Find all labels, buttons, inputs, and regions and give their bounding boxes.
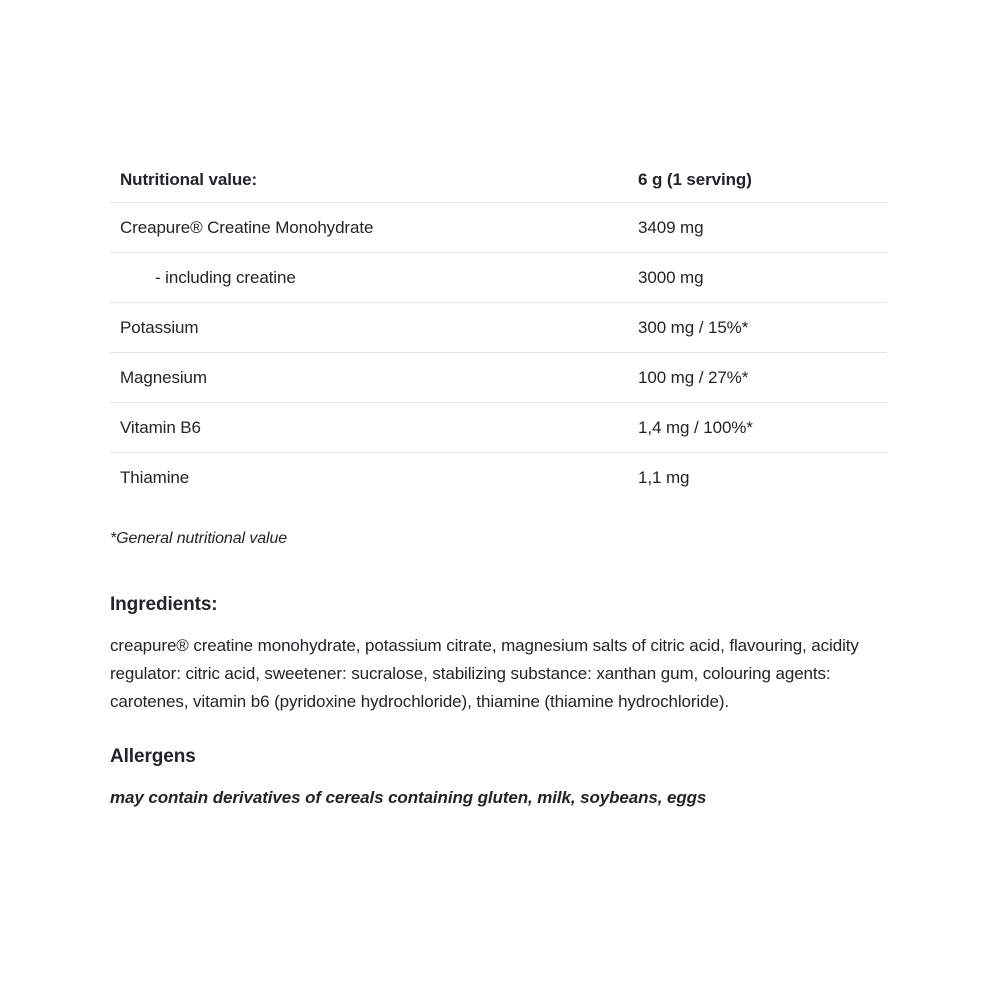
nutrition-footnote: *General nutritional value <box>110 530 288 547</box>
table-row <box>110 253 887 303</box>
nutrient-amount: 300 mg / 15%* <box>638 317 749 337</box>
nutrient-name: Potassium <box>120 317 199 337</box>
nutrient-name: Thiamine <box>120 467 190 487</box>
nutrient-amount: 1,1 mg <box>638 467 690 487</box>
nutrition-table-header-row <box>110 158 887 203</box>
nutrition-table <box>110 158 887 502</box>
allergens-text: may contain derivatives of cereals containing gluten, milk, soybeans, eggs <box>110 788 707 807</box>
ingredients-heading: Ingredients: <box>110 594 218 615</box>
nutrient-name: Magnesium <box>120 367 207 387</box>
nutrient-name: Vitamin B6 <box>120 417 201 437</box>
nutrient-amount: 1,4 mg / 100%* <box>638 417 753 437</box>
table-row <box>110 353 887 403</box>
table-row <box>110 303 887 353</box>
nutrient-amount: 3409 mg <box>638 217 704 237</box>
table-row <box>110 453 887 502</box>
nutrient-amount: 100 mg / 27%* <box>638 367 749 387</box>
table-row <box>110 403 887 453</box>
product-nutrition-section <box>110 158 887 808</box>
nutrient-name: Creapure® Creatine Monohydrate <box>120 217 374 237</box>
nutrient-amount: 3000 mg <box>638 267 704 287</box>
nutrition-table-header-label: Nutritional value: <box>120 170 258 189</box>
nutrition-table-header-value: 6 g (1 serving) <box>638 170 752 189</box>
ingredients-text: creapure® creatine monohydrate, potassium citrate, magnesium salts of citric acid, flavouring, acidity regulator: citric acid, sweetener: sucralose, stabilizing substance: xanthan gum, colouring agents: carotenes, vitamin b6 (pyridoxine hydrochloride), thiamine (thiamine hydrochloride). <box>110 636 859 711</box>
nutrient-name: - including creatine <box>155 267 296 287</box>
allergens-heading: Allergens <box>110 746 196 767</box>
table-row <box>110 203 887 253</box>
